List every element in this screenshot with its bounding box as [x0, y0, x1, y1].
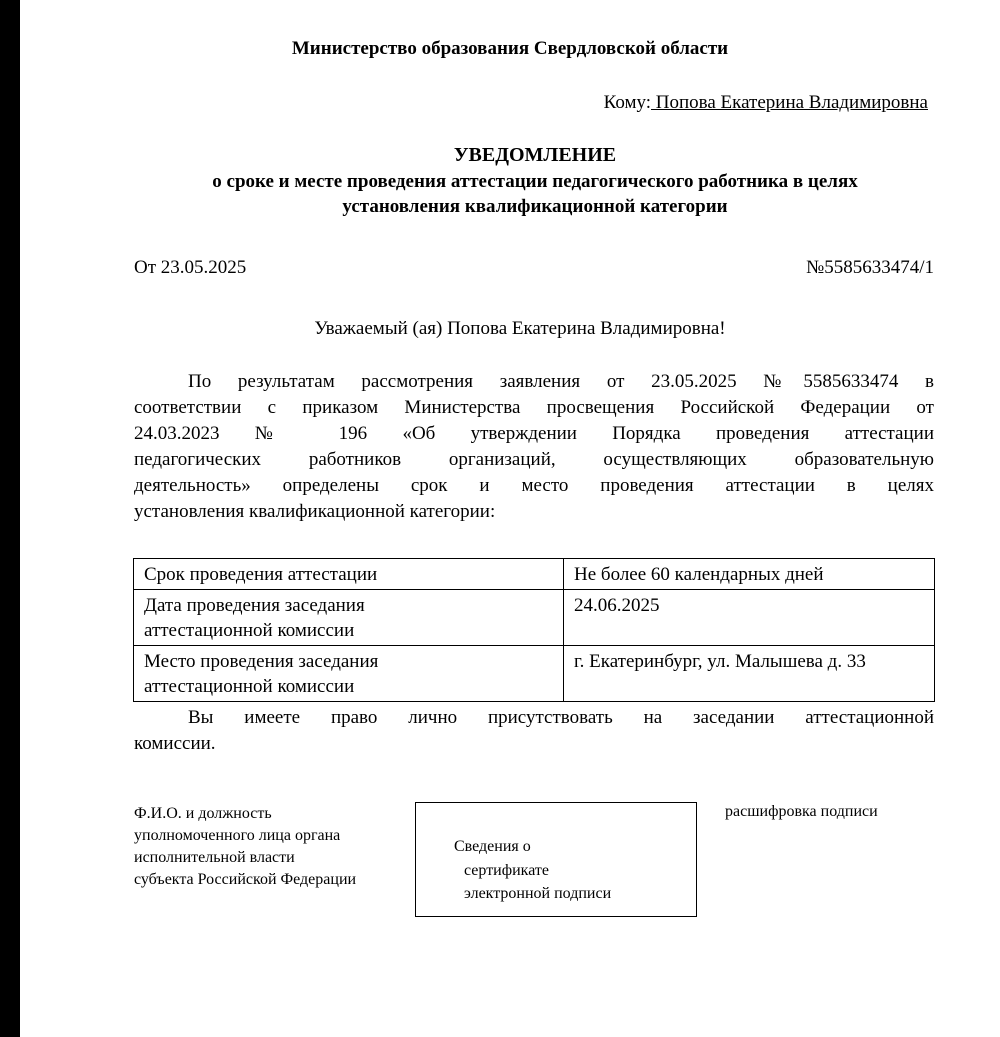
table-cell-value: г. Екатеринбург, ул. Малышева д. 33 — [564, 646, 935, 702]
label-line: Срок проведения аттестации — [144, 564, 378, 585]
right-to-attend-note — [134, 705, 934, 757]
note-line-1: Вы имеете право лично присутствовать на заседании аттестационной — [188, 707, 934, 728]
table-cell-value: Не более 60 календарных дней — [564, 559, 935, 590]
position-line: субъекта Российской Федерации — [134, 871, 357, 888]
recipient-name: Попова Екатерина Владимировна — [651, 92, 928, 113]
ministry-heading: Министерство образования Свердловской области — [291, 38, 729, 59]
e-signature-box — [415, 802, 697, 917]
note-line-2: комиссии. — [134, 733, 216, 754]
position-line: исполнительной власти — [134, 849, 295, 866]
document-page — [20, 0, 1000, 1037]
body-line-3: 24.03.2023 № 196 «Об утверждении Порядка проведения аттестации — [134, 423, 934, 444]
e-signature-line-1: Сведения о — [454, 838, 531, 855]
label-line: аттестационной комиссии — [144, 620, 355, 641]
table-cell-value: 24.06.2025 — [564, 590, 935, 646]
body-line-5: деятельность» определены срок и место проведения аттестации в целях — [134, 475, 934, 496]
table-row — [134, 590, 935, 646]
recipient-label: Кому: — [603, 92, 652, 113]
body-line-1: По результатам рассмотрения заявления от 23.05.2025 №5585633474 в — [188, 371, 934, 392]
recipient-line — [604, 92, 928, 114]
e-signature-line-2: сертификате — [464, 862, 549, 879]
table-cell-label — [134, 559, 564, 590]
position-line: уполномоченного лица органа — [134, 827, 341, 844]
official-position-label — [134, 803, 424, 891]
body-paragraph — [134, 369, 934, 525]
e-signature-line-3: электронной подписи — [464, 885, 612, 902]
greeting: Уважаемый (ая) Попова Екатерина Владимировна! — [314, 318, 726, 339]
body-line-6: установления квалификационной категории: — [134, 501, 496, 522]
table-cell-label — [134, 646, 564, 702]
notice-title: УВЕДОМЛЕНИЕ — [453, 144, 617, 166]
body-line-4: педагогических работников организаций, осуществляющих образовательную — [134, 449, 934, 470]
document-number: №5585633474/1 — [806, 257, 934, 278]
notice-subtitle-line-2: установления квалификационной категории — [342, 196, 728, 217]
position-line: Ф.И.О. и должность — [134, 805, 272, 822]
label-line: Дата проведения заседания — [144, 595, 365, 616]
signature-decryption-label: расшифровка подписи — [725, 803, 878, 820]
label-line: Место проведения заседания — [144, 651, 379, 672]
document-date: От 23.05.2025 — [134, 257, 247, 278]
body-line-2: соответствии с приказом Министерства просвещения Российской Федерации от — [134, 397, 934, 418]
attestation-info-table — [133, 558, 935, 702]
notice-subtitle-line-1: о сроке и месте проведения аттестации педагогического работника в целях — [212, 171, 858, 192]
table-row — [134, 646, 935, 702]
table-row — [134, 559, 935, 590]
table-cell-label — [134, 590, 564, 646]
label-line: аттестационной комиссии — [144, 676, 355, 697]
